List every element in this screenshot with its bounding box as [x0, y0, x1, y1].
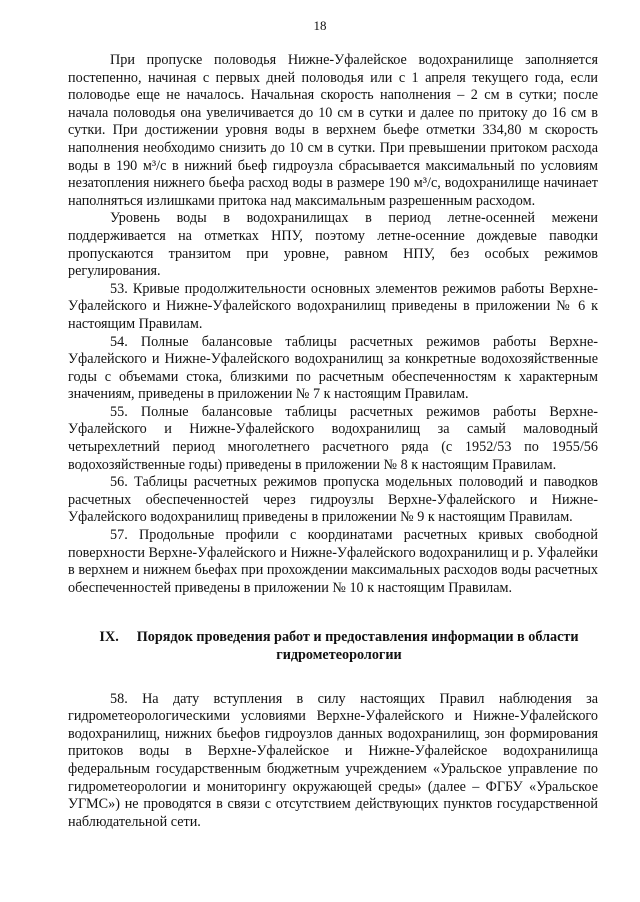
section-title: Порядок проведения работ и предоставления информации в области гидрометеорологии [136, 629, 579, 663]
paragraph-flood-filling: При пропуске половодья Нижне-Уфалейское водохранилище заполняется постепенно, начиная с первых дней половодья или с 1 апреля текущего года, если половодье еще не началось. Начальная скорость наполнения – 2 см в сутки; после начала половодья она увеличивается до 10 см в сутки и далее по притоку до 16 см в сутки. При достижении уровня воды в верхнем бьефе отметки 334,80 м скорость наполнения необходимо снизить до 10 см в сутки. При превышении притоком расхода воды в 190 м³/с в нижний бьеф гидроузла сбрасывается максимальный по условиям незатопления нижнего бьефа расход воды в размере 190 м³/с, водохранилище начинает наполняться излишками притока над максимальным разрешенным расходом. [68, 52, 598, 209]
paragraph-55: 55. Полные балансовые таблицы расчетных режимов работы Верхне-Уфалейского и Нижне-Уфалейского водохранилищ за самый маловодный четырехлетний период многолетнего расчетного ряда (с 1952/53 по 1955/56 водохозяйственные годы) приведены в приложении № 8 к настоящим Правилам. [68, 403, 598, 473]
paragraph-57: 57. Продольные профили с координатами расчетных кривых свободной поверхности Верхне-Уфалейского и Нижне-Уфалейского водохранилищ и р. Уфалейки в верхнем и нижнем бьефах при прохождении максимальных расходов воды расчетных обеспеченностей приведены в приложении № 10 к настоящим Правилам. [68, 527, 598, 596]
section-heading [68, 629, 598, 664]
section-number: IX. [99, 629, 119, 646]
paragraph-53: 53. Кривые продолжительности основных элементов режимов работы Верхне-Уфалейского и Нижне-Уфалейского водохранилищ приведены в приложении № 6 к настоящим Правилам. [68, 280, 598, 332]
paragraph-summer-level: Уровень воды в водохранилищах в период летне-осенней межени поддерживается на отметках НПУ, поэтому летне-осенние дождевые паводки пропускаются транзитом при уровне, равном НПУ, без особых режимов регулирования. [68, 210, 598, 280]
document-body [68, 52, 598, 831]
paragraph-54: 54. Полные балансовые таблицы расчетных режимов работы Верхне-Уфалейского и Нижне-Уфалейского водохранилищ за конкретные водохозяйственные годы с объемами стока, близкими по расчетным обеспеченностям к характерным значениям, приведены в приложении № 7 к настоящим Правилам. [68, 333, 598, 403]
paragraph-56: 56. Таблицы расчетных режимов пропуска модельных половодий и паводков расчетных обеспеченностей через гидроузлы Верхне-Уфалейского и Нижне-Уфалейского водохранилищ приведены в приложении № 9 к настоящим Правилам. [68, 474, 598, 526]
paragraph-58: 58. На дату вступления в силу настоящих Правил наблюдения за гидрометеорологическими условиями Верхне-Уфалейского и Нижне-Уфалейского водохранилищ, нижних бьефов гидроузлов данных водохранилищ, зон формирования притоков воды в Верхне-Уфалейское и Нижне-Уфалейское водохранилища федеральным государственным бюджетным учреждением «Уральское управление по гидрометеорологии и мониторингу окружающей среды» (далее – ФГБУ «Уральское УГМС») не проводятся в связи с отсутствием действующих пунктов государственной наблюдательной сети. [68, 690, 598, 830]
page-number: 18 [313, 18, 327, 33]
